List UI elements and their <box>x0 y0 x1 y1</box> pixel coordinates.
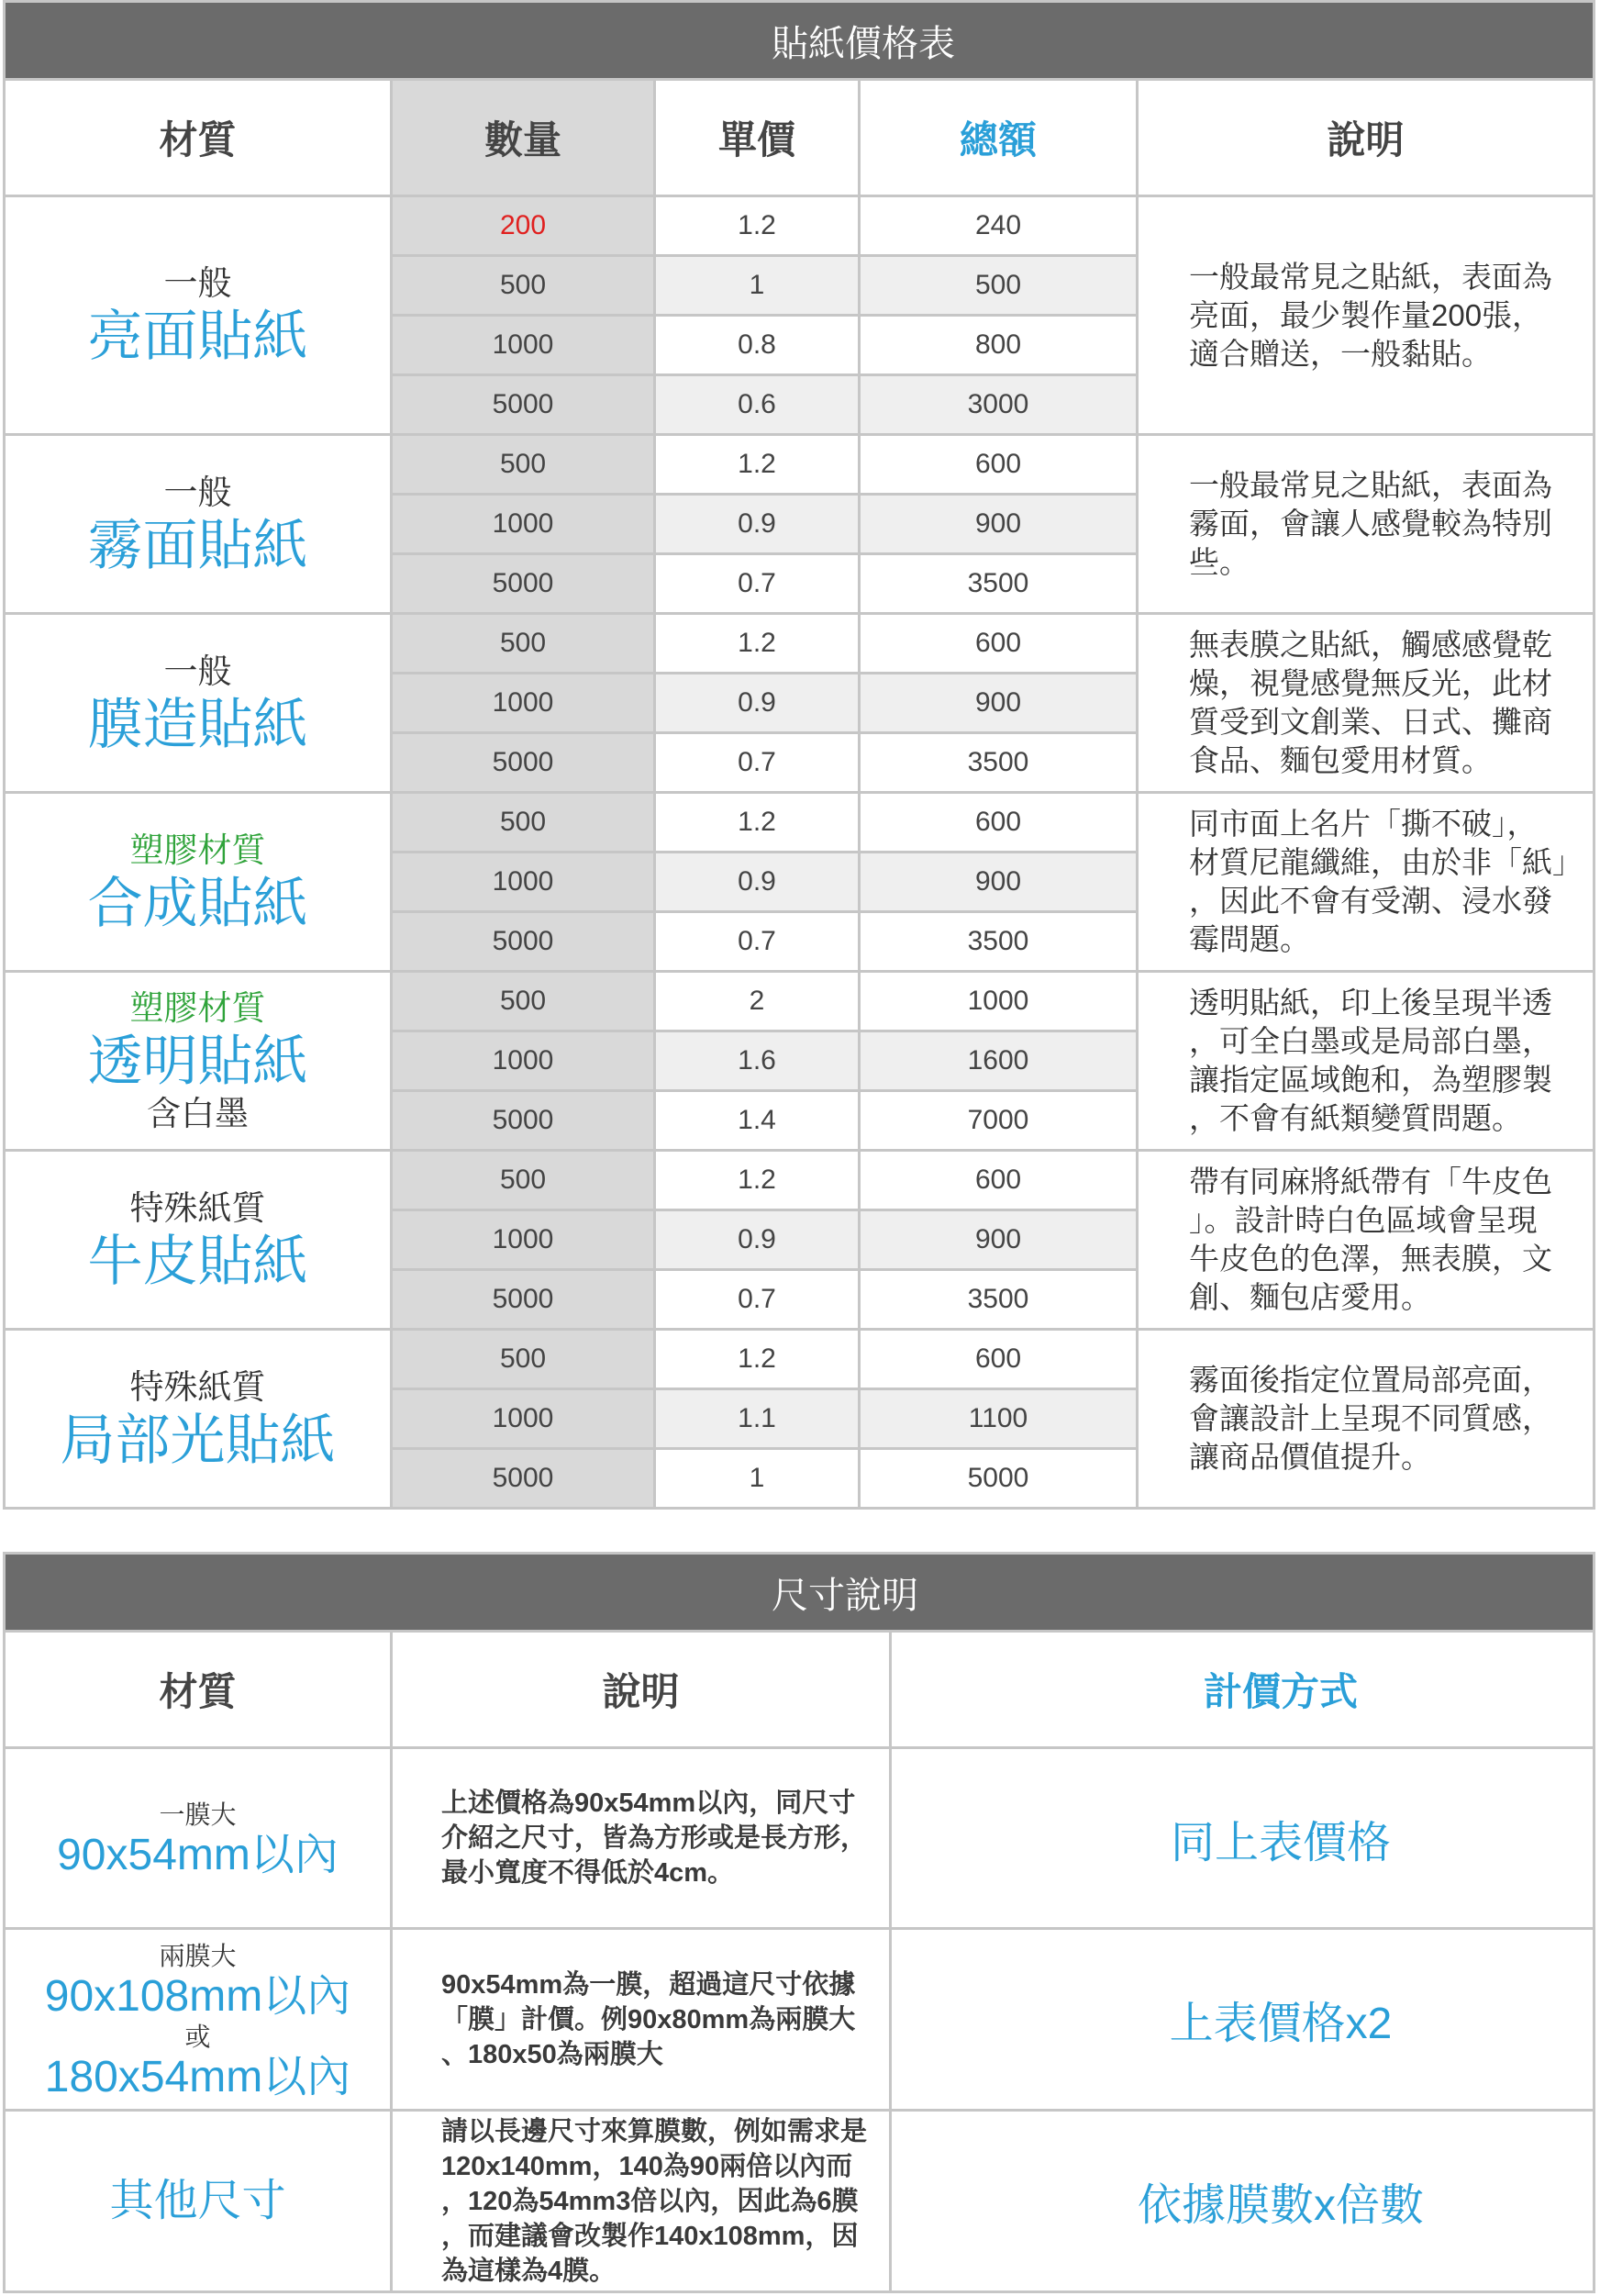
material-name: 合成貼紙 <box>87 872 308 934</box>
description-line: ，而建議會改製作140x108mm，因 <box>441 2221 859 2251</box>
header-total: 總額 <box>861 81 1136 195</box>
total-cell: 900 <box>861 1211 1136 1268</box>
size-caption: 一膜大 <box>159 1800 237 1829</box>
total-cell: 600 <box>861 436 1136 493</box>
description-line: 「膜」計價。例90x80mm為兩膜大 <box>441 2004 856 2034</box>
description-line: 一般最常見之貼紙，表面為 <box>1189 259 1552 294</box>
size-value: 90x54mm以內 <box>57 1831 339 1879</box>
header-description: 說明 <box>1139 81 1593 195</box>
quantity-cell: 1000 <box>393 853 653 910</box>
description-line: 」。設計時白色區域會呈現 <box>1189 1203 1538 1237</box>
description-line: 同市面上名片「撕不破」， <box>1189 807 1538 841</box>
total-cell: 600 <box>861 794 1136 851</box>
total-cell: 500 <box>861 257 1136 314</box>
description-line: 為這樣為4膜。 <box>441 2256 617 2286</box>
description-line: 一般最常見之貼紙，表面為 <box>1189 468 1552 502</box>
material-category: 一般 <box>163 652 232 690</box>
material-cell <box>6 794 390 970</box>
description-line: 亮面，最少製作量200張， <box>1189 297 1543 332</box>
quantity-cell: 1000 <box>393 496 653 552</box>
total-cell: 3000 <box>861 376 1136 433</box>
quantity-cell: 1000 <box>393 674 653 731</box>
material-category: 塑膠材質 <box>129 830 266 869</box>
unit-price-cell: 1.1 <box>656 1390 858 1447</box>
unit-price-cell: 0.6 <box>656 376 858 433</box>
size-value: 其他尺寸 <box>109 2176 286 2225</box>
size-material-cell <box>6 1749 390 1927</box>
description-line: 食品、麵包愛用材質。 <box>1189 743 1492 777</box>
description-line: 會讓設計上呈現不同質感， <box>1189 1401 1552 1435</box>
unit-price-cell: 0.7 <box>656 555 858 612</box>
price-table <box>3 0 1595 1510</box>
description-cell <box>1139 436 1593 612</box>
material-cell <box>6 197 390 433</box>
quantity-cell: 1000 <box>393 1032 653 1089</box>
quantity-cell: 500 <box>393 1331 653 1388</box>
description-line: 創、麵包店愛用。 <box>1189 1280 1431 1314</box>
quantity-cell: 500 <box>393 257 653 314</box>
pricing-cell: 同上表價格 <box>892 1749 1593 1927</box>
quantity-cell: 500 <box>393 1152 653 1209</box>
description-line: 霉問題。 <box>1189 922 1310 956</box>
material-name: 霧面貼紙 <box>87 514 308 576</box>
description-line: ，可全白墨或是局部白墨， <box>1189 1024 1552 1058</box>
quantity-cell: 5000 <box>393 1092 653 1149</box>
unit-price-cell: 0.8 <box>656 317 858 373</box>
quantity-cell: 1000 <box>393 317 653 373</box>
description-line: 請以長邊尺寸來算膜數，例如需求是 <box>441 2116 868 2146</box>
description-line: 無表膜之貼紙，觸感感覺乾 <box>1189 628 1552 662</box>
description-line: 牛皮色的色澤，無表膜，文 <box>1189 1242 1552 1276</box>
description-line: 上述價格為90x54mm以內，同尺寸 <box>441 1789 856 1818</box>
material-name: 透明貼紙 <box>87 1030 308 1092</box>
size-description-cell <box>393 1749 889 1927</box>
price-table-title: 貼紙價格表 <box>6 3 1593 78</box>
quantity-cell: 5000 <box>393 555 653 612</box>
total-cell: 600 <box>861 615 1136 672</box>
total-cell: 600 <box>861 1152 1136 1209</box>
description-line: ，因此不會有受潮、浸水發 <box>1189 884 1552 918</box>
unit-price-cell: 1.4 <box>656 1092 858 1149</box>
header-unit-price: 單價 <box>656 81 858 195</box>
description-line: 120x140mm，140為90兩倍以內而 <box>441 2151 853 2181</box>
unit-price-cell: 1.2 <box>656 197 858 254</box>
description-line: 材質尼龍纖維，由於非「紙」 <box>1189 845 1583 879</box>
header-pricing: 計價方式 <box>892 1633 1593 1746</box>
description-line: 適合贈送，一般黏貼。 <box>1189 336 1492 371</box>
pricing-cell: 依據膜數x倍數 <box>892 2112 1593 2290</box>
quantity-cell: 5000 <box>393 913 653 970</box>
size-value: 90x108mm以內 <box>44 1971 351 2021</box>
size-caption: 兩膜大 <box>159 1941 237 1970</box>
description-line: 、180x50為兩膜大 <box>441 2039 663 2069</box>
unit-price-cell: 1.2 <box>656 615 858 672</box>
material-note: 含白墨 <box>147 1094 249 1132</box>
total-cell: 800 <box>861 317 1136 373</box>
unit-price-cell: 1.2 <box>656 794 858 851</box>
unit-price-cell: 0.7 <box>656 734 858 791</box>
total-cell: 600 <box>861 1331 1136 1388</box>
description-line: 霧面後指定位置局部亮面， <box>1189 1363 1552 1397</box>
unit-price-cell: 0.9 <box>656 853 858 910</box>
quantity-cell: 500 <box>393 794 653 851</box>
total-cell: 5000 <box>861 1450 1136 1507</box>
description-line: 些。 <box>1189 545 1250 579</box>
material-name: 牛皮貼紙 <box>87 1230 308 1292</box>
description-cell <box>1139 1331 1593 1507</box>
total-cell: 240 <box>861 197 1136 254</box>
size-description-cell <box>393 1930 889 2109</box>
material-cell <box>6 436 390 612</box>
pricing-cell: 上表價格x2 <box>892 1930 1593 2109</box>
material-name: 膜造貼紙 <box>87 693 308 755</box>
description-line: 帶有同麻將紙帶有「牛皮色 <box>1189 1165 1552 1198</box>
unit-price-cell: 1.6 <box>656 1032 858 1089</box>
quantity-cell: 500 <box>393 615 653 672</box>
description-line: 讓商品價值提升。 <box>1189 1440 1431 1474</box>
quantity-cell: 5000 <box>393 734 653 791</box>
unit-price-cell: 1.2 <box>656 1152 858 1209</box>
quantity-cell: 5000 <box>393 1271 653 1328</box>
total-cell: 7000 <box>861 1092 1136 1149</box>
total-cell: 3500 <box>861 1271 1136 1328</box>
material-cell <box>6 1152 390 1328</box>
description-cell <box>1139 197 1593 433</box>
material-category: 特殊紙質 <box>129 1188 266 1227</box>
total-cell: 3500 <box>861 734 1136 791</box>
quantity-cell: 5000 <box>393 376 653 433</box>
total-cell: 1100 <box>861 1390 1136 1447</box>
unit-price-cell: 2 <box>656 973 858 1030</box>
material-cell <box>6 973 390 1149</box>
unit-price-cell: 1 <box>656 257 858 314</box>
header-material: 材質 <box>6 81 390 195</box>
description-line: 霧面，會讓人感覺較為特別 <box>1189 507 1552 541</box>
description-line: 90x54mm為一膜，超過這尺寸依據 <box>441 1969 856 2000</box>
quantity-cell: 200 <box>393 197 653 254</box>
description-cell <box>1139 615 1593 791</box>
material-name: 亮面貼紙 <box>87 306 308 367</box>
description-line: ，120為54mm3倍以內，因此為6膜 <box>441 2186 859 2216</box>
description-line: 透明貼紙，印上後呈現半透 <box>1189 986 1552 1020</box>
description-line: 燥，視覺感覺無反光，此材 <box>1189 666 1552 700</box>
material-category: 一般 <box>163 264 232 302</box>
size-description-cell <box>393 2112 889 2290</box>
size-conjunction: 或 <box>184 2022 211 2051</box>
unit-price-cell: 0.9 <box>656 674 858 731</box>
size-material-cell <box>6 2112 390 2290</box>
material-category: 一般 <box>163 473 232 511</box>
quantity-cell: 5000 <box>393 1450 653 1507</box>
unit-price-cell: 1 <box>656 1450 858 1507</box>
total-cell: 1600 <box>861 1032 1136 1089</box>
unit-price-cell: 0.7 <box>656 913 858 970</box>
quantity-cell: 500 <box>393 973 653 1030</box>
size-material-cell <box>6 1930 390 2109</box>
unit-price-cell: 1.2 <box>656 1331 858 1388</box>
description-line: 介紹之尺寸，皆為方形或是長方形， <box>441 1823 868 1853</box>
description-line: 質受到文創業、日式、攤商 <box>1189 705 1552 739</box>
total-cell: 1000 <box>861 973 1136 1030</box>
material-category: 特殊紙質 <box>129 1367 266 1406</box>
total-cell: 900 <box>861 853 1136 910</box>
description-line: ，不會有紙類變質問題。 <box>1189 1101 1522 1135</box>
description-cell <box>1139 794 1593 970</box>
unit-price-cell: 0.7 <box>656 1271 858 1328</box>
unit-price-cell: 0.9 <box>656 1211 858 1268</box>
material-category: 塑膠材質 <box>129 988 266 1027</box>
size-table-title: 尺寸說明 <box>6 1555 1593 1630</box>
header-material: 材質 <box>6 1633 390 1746</box>
description-line: 讓指定區域飽和，為塑膠製 <box>1189 1063 1552 1097</box>
total-cell: 3500 <box>861 913 1136 970</box>
quantity-cell: 1000 <box>393 1390 653 1447</box>
header-description: 說明 <box>393 1633 889 1746</box>
total-cell: 900 <box>861 496 1136 552</box>
description-cell <box>1139 1152 1593 1328</box>
unit-price-cell: 0.9 <box>656 496 858 552</box>
unit-price-cell: 1.2 <box>656 436 858 493</box>
total-cell: 900 <box>861 674 1136 731</box>
material-cell <box>6 1331 390 1507</box>
header-quantity: 數量 <box>393 81 653 195</box>
size-alt-value: 180x54mm以內 <box>44 2052 351 2101</box>
quantity-cell: 500 <box>393 436 653 493</box>
material-cell <box>6 615 390 791</box>
size-table <box>3 1552 1595 2293</box>
total-cell: 3500 <box>861 555 1136 612</box>
description-line: 最小寬度不得低於4cm。 <box>441 1858 735 1888</box>
material-name: 局部光貼紙 <box>60 1409 336 1471</box>
quantity-cell: 1000 <box>393 1211 653 1268</box>
description-cell <box>1139 973 1593 1149</box>
